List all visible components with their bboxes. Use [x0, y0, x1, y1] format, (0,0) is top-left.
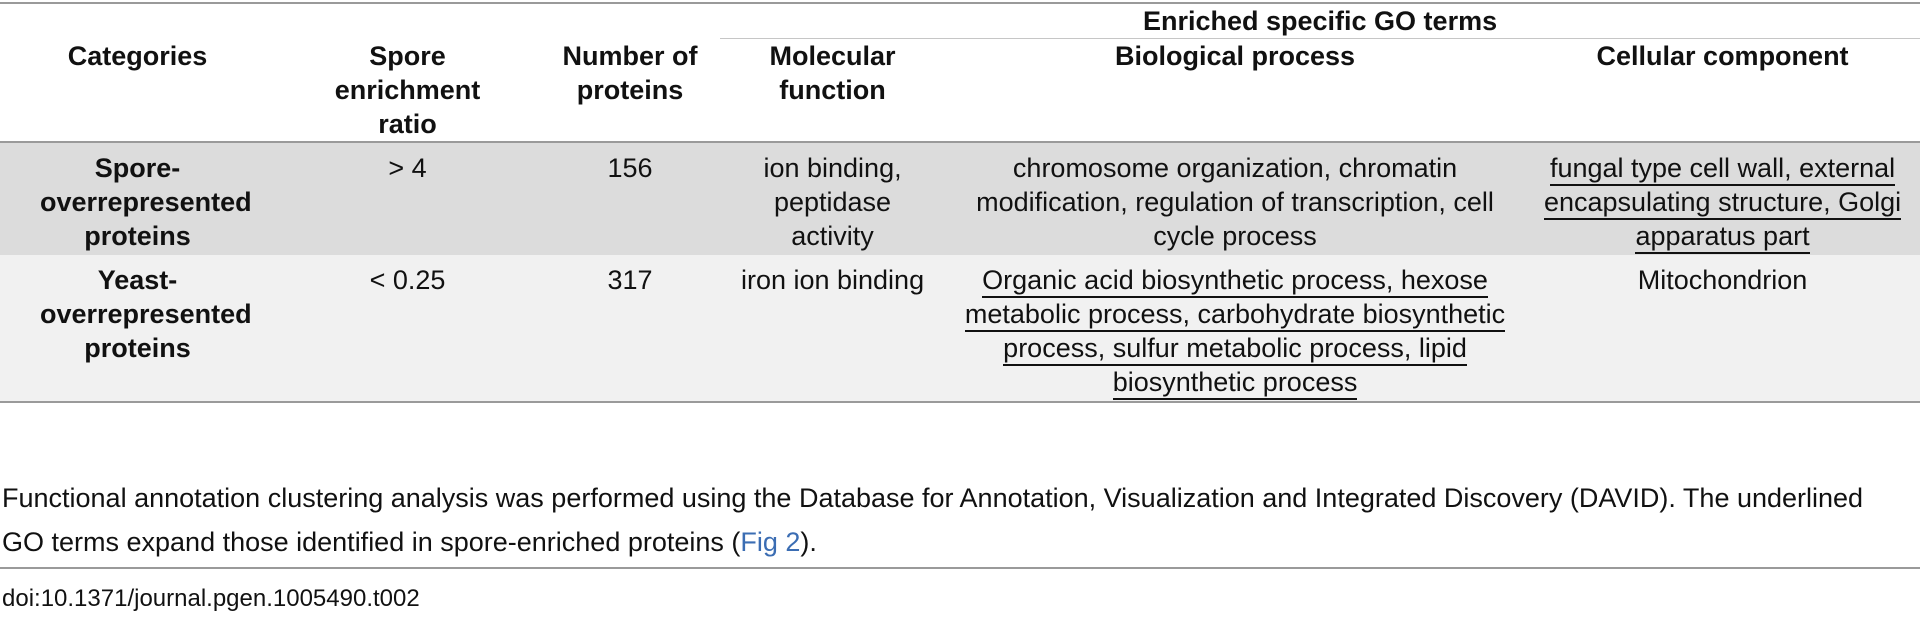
table-row: [0, 255, 1920, 402]
column-header-row: [0, 39, 1920, 142]
biological-process-cell: [945, 255, 1525, 402]
doi-label: doi:10.1371/journal.pgen.1005490.t002: [2, 585, 420, 612]
underlined-go-terms: Organic acid biosynthetic process, hexose metabolic process, carbohydrate biosynthetic process, sulfur metabolic process, lipid biosynthetic process: [965, 265, 1505, 400]
header-biological-process: Biological process: [1114, 41, 1356, 71]
molecular-function-cell: iron ion binding: [740, 264, 925, 295]
table-footnote: [2, 476, 1902, 564]
category-cell: Yeast-overrepresented proteins: [40, 264, 252, 363]
ratio-cell: > 4: [388, 152, 427, 183]
go-enrichment-table: [0, 2, 1920, 403]
header-number-of-proteins: Number of proteins: [562, 40, 698, 105]
underlined-go-terms: fungal type cell wall, external encapsulating structure, Golgi apparatus part: [1544, 153, 1901, 254]
header-categories: Categories: [67, 40, 208, 71]
header-cellular-component: Cellular component: [1596, 41, 1849, 71]
footnote-text-end: ).: [800, 527, 817, 557]
header-spore-enrichment-ratio: Spore enrichment ratio: [334, 40, 481, 139]
header-molecular-function: Molecular function: [769, 41, 896, 105]
biological-process-cell: chromosome organization, chromatin modification, regulation of transcription, cell cycle process: [976, 152, 1494, 251]
group-header: Enriched specific GO terms: [720, 3, 1920, 39]
cellular-component-cell: Mitochondrion: [1637, 264, 1808, 295]
fig-2-link[interactable]: Fig 2: [740, 527, 801, 557]
molecular-function-cell: ion binding, peptidase activity: [763, 152, 902, 251]
group-header-row: [0, 3, 1920, 39]
category-cell: Spore-overrepresented proteins: [40, 152, 252, 251]
footnote-text: Functional annotation clustering analysis was performed using the Database for Annotation, Visualization and Integrated Discovery (DAVID). The underlined GO terms expand those identified in spore-enriched proteins (: [2, 483, 1864, 557]
cellular-component-cell: [1525, 142, 1920, 255]
footer-divider: [0, 567, 1920, 569]
table-row: [0, 142, 1920, 255]
ratio-cell: < 0.25: [369, 264, 446, 295]
protein-count-cell: 156: [607, 152, 653, 183]
protein-count-cell: 317: [607, 264, 653, 295]
